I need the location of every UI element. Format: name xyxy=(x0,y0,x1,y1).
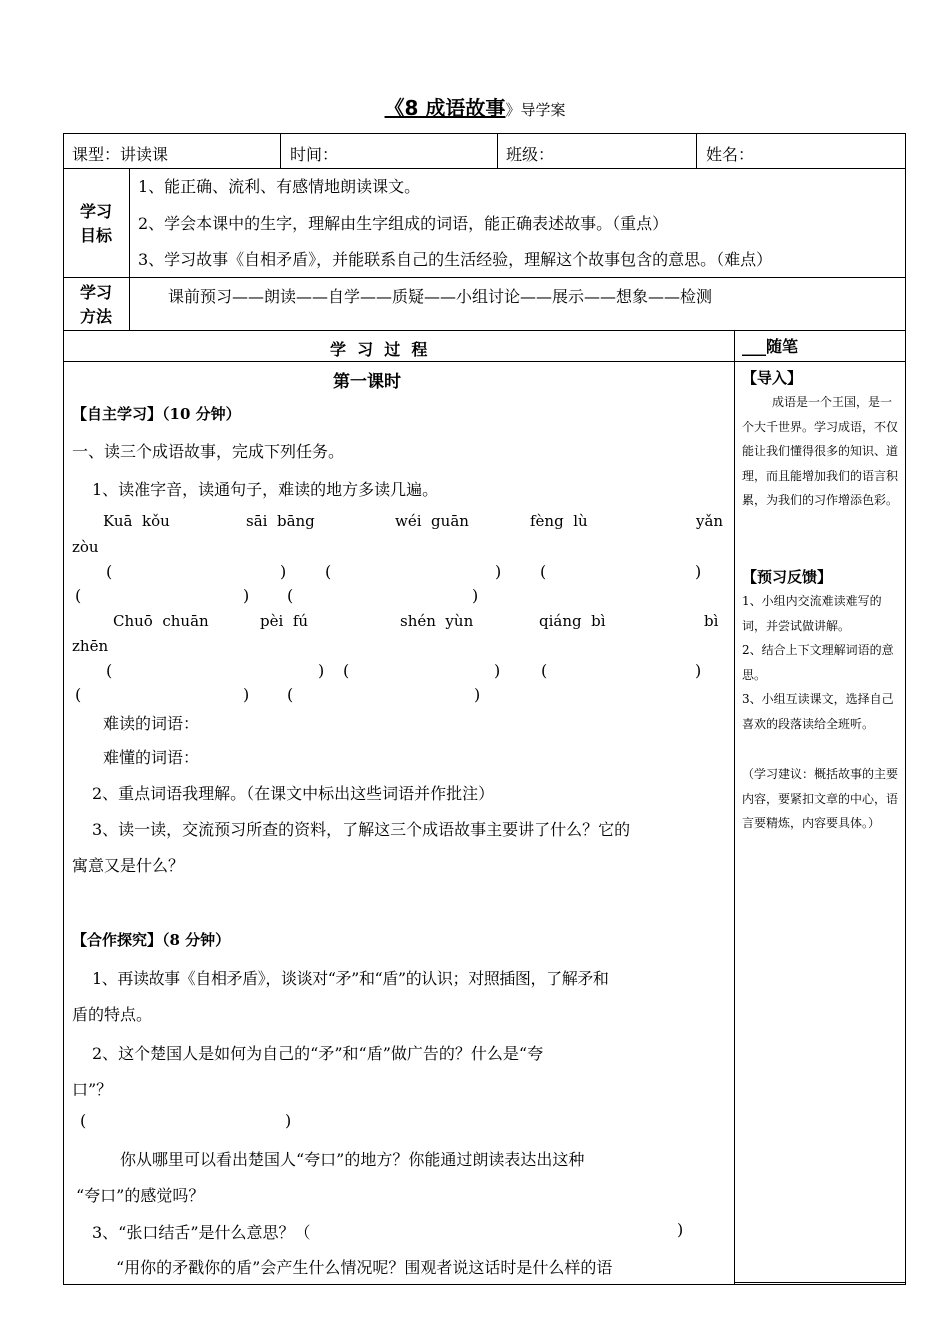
blank-open: ( xyxy=(287,586,294,605)
hard-understand-label: 难懂的词语： xyxy=(103,748,200,767)
blank-open: ( xyxy=(343,661,350,680)
self-study-heading: 【自主学习】（10 分钟） xyxy=(72,405,241,423)
pinyin-10: bì xyxy=(704,612,719,630)
task-1-1: 1、读准字音，读通句子，难读的地方多读几遍。 xyxy=(92,480,439,499)
pinyin-5-wrap: zòu xyxy=(72,538,99,556)
feedback-heading: 【预习反馈】 xyxy=(742,568,833,586)
notes-heading: ___随笔 xyxy=(742,337,799,356)
feedback-item-4: （学习建议：概括故事的主要内容，要紧扣文章的中心，语言要精炼，内容要具体。） xyxy=(742,767,899,830)
blank-close: ) xyxy=(285,1111,292,1130)
time-field: 时间： xyxy=(290,145,339,164)
feedback-item-2: 2、结合上下文理解词语的意思。 xyxy=(742,643,894,682)
process-heading: 学 习 过 程 xyxy=(330,340,428,359)
pinyin-1: Kuā kǒu xyxy=(103,512,170,530)
blank-close: ) xyxy=(472,586,479,605)
coop-2-line3: 你从哪里可以看出楚国人“夸口”的地方？你能通过朗读表达出这种 xyxy=(120,1150,585,1169)
coop-3-line1: 3、“张口结舌”是什么意思？（ xyxy=(92,1223,311,1242)
goal-item-2: 2、学会本课中的生字，理解由生字组成的词语，能正确表述故事。（重点） xyxy=(138,214,669,233)
pinyin-5: yǎn xyxy=(696,512,724,530)
blank-close: ) xyxy=(280,562,287,581)
coop-1-line2: 盾的特点。 xyxy=(72,1005,153,1024)
pinyin-2: sāi bāng xyxy=(246,512,315,530)
goals-label: 学习 目标 xyxy=(79,202,112,245)
blank-open: ( xyxy=(540,562,547,581)
name-field: 姓名： xyxy=(706,145,755,164)
coop-2-line2: 口”？ xyxy=(72,1080,113,1099)
blank-open: ( xyxy=(325,562,332,581)
goal-item-3: 3、学习故事《自相矛盾》，并能联系自己的生活经验，理解这个故事包含的意思。（难点） xyxy=(138,250,773,269)
pinyin-3: wéi guān xyxy=(395,512,469,530)
blank-open: ( xyxy=(80,1111,87,1130)
document-title xyxy=(0,92,950,121)
lesson-type: 课型：讲读课 xyxy=(72,145,169,164)
blank-close: ) xyxy=(494,661,501,680)
pinyin-6: Chuō chuān xyxy=(113,612,209,630)
blank-close: ) xyxy=(695,661,702,680)
blank-close: ) xyxy=(243,586,250,605)
blank-close: ) xyxy=(318,661,325,680)
blank-open: ( xyxy=(75,586,82,605)
blank-close: ) xyxy=(474,685,481,704)
feedback-item-3: 3、小组互读课文，选择自己喜欢的段落读给全班听。 xyxy=(742,692,894,731)
blank-close: ) xyxy=(695,562,702,581)
blank-open: ( xyxy=(106,562,113,581)
pinyin-9: qiáng bì xyxy=(539,612,606,630)
blank-close: ) xyxy=(243,685,250,704)
coop-heading: 【合作探究】（8 分钟） xyxy=(72,931,231,949)
intro-heading: 【导入】 xyxy=(742,369,803,387)
task-1-2: 2、重点词语我理解。（在课文中标出这些词语并作批注） xyxy=(92,784,495,803)
method-label: 学习 方法 xyxy=(79,283,112,326)
blank-open: ( xyxy=(287,685,294,704)
task-1-3-line1: 3、读一读，交流预习所查的资料，了解这三个成语故事主要讲了什么？它的 xyxy=(92,820,631,839)
title-main: 《8 成语故事 xyxy=(384,96,506,120)
pinyin-7: pèi fú xyxy=(260,612,309,630)
blank-open: ( xyxy=(106,661,113,680)
goal-item-1: 1、能正确、流利、有感情地朗读课文。 xyxy=(138,177,421,196)
blank-close: ) xyxy=(495,562,502,581)
pinyin-10-wrap: zhēn xyxy=(72,637,109,655)
pinyin-8: shén yùn xyxy=(400,612,474,630)
hard-read-label: 难读的词语： xyxy=(103,714,200,733)
title-rest: 》导学案 xyxy=(505,101,566,119)
blank-open: ( xyxy=(75,685,82,704)
blank-open: ( xyxy=(541,661,548,680)
coop-2-line1: 2、这个楚国人是如何为自己的“矛”和“盾”做广告的？什么是“夸 xyxy=(92,1044,544,1063)
coop-1-line1: 1、再读故事《自相矛盾》，谈谈对“矛”和“盾”的认识；对照插图，了解矛和 xyxy=(92,969,609,988)
class-field: 班级： xyxy=(506,145,555,164)
lesson-title: 第一课时 xyxy=(333,372,401,392)
pinyin-4: fèng lù xyxy=(530,512,588,530)
task-1-3-line2: 寓意又是什么？ xyxy=(72,856,185,875)
feedback-item-1: 1、小组内交流难读难写的词，并尝试做讲解。 xyxy=(742,594,882,633)
coop-2-line4: “夸口”的感觉吗？ xyxy=(76,1186,205,1205)
method-text: 课前预习——朗读——自学——质疑——小组讨论——展示——想象——检测 xyxy=(168,287,713,306)
intro-text: 成语是一个王国，是一个大千世界。学习成语，不仅能让我们懂得很多的知识、道理，而且能增加我们的语言积累，为我们的习作增添色彩。 xyxy=(742,395,899,507)
task-1: 一、读三个成语故事，完成下列任务。 xyxy=(72,442,345,461)
coop-3-line2: “用你的矛戳你的盾”会产生什么情况呢？围观者说这话时是什么样的语 xyxy=(116,1258,613,1277)
blank-close: ) xyxy=(677,1220,684,1239)
